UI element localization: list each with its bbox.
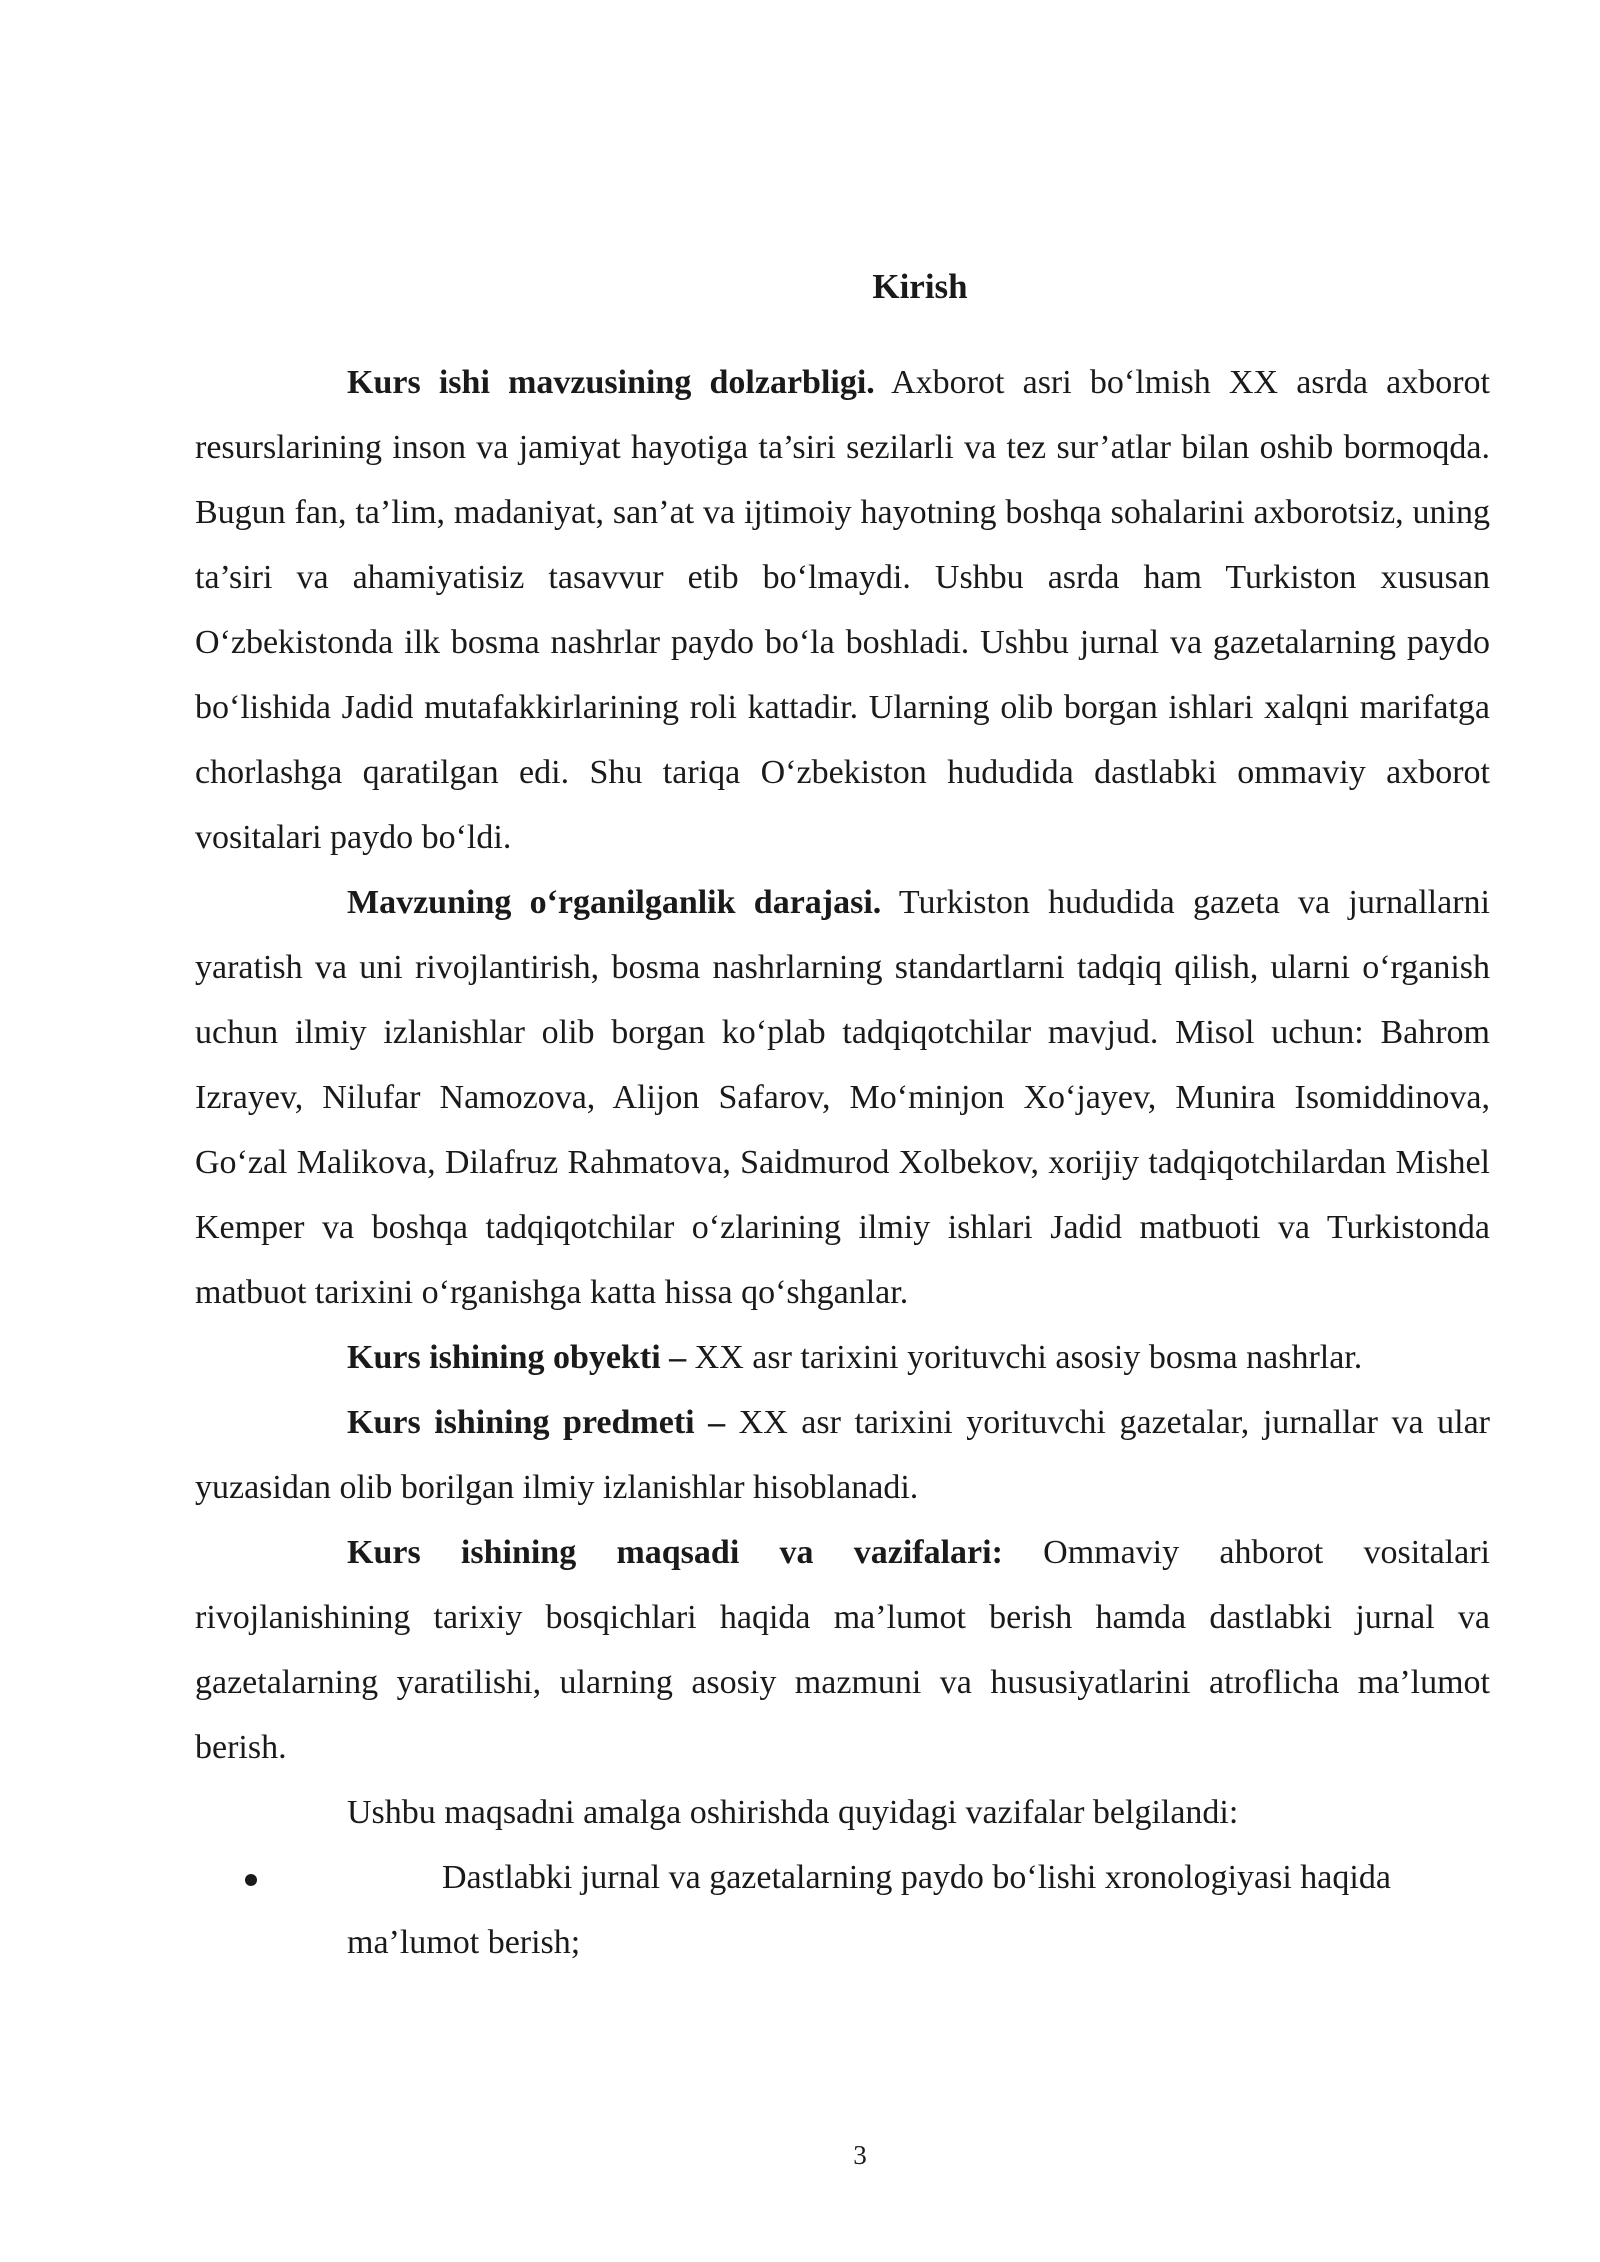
paragraph-text: Ushbu maqsadni amalga oshirishda quyidagi vazifalar belgilandi: (347, 1794, 1239, 1831)
paragraph-text: Axborot asri bo‘lmish XX asrda axborot resurslarining inson va jamiyat hayotiga ta’siri sezilarli va tez sur’atlar bilan oshib bormoqda. Bugun fan, ta’lim, madaniyat, san’at va ijtimoiy hayotning boshqa sohalarini axborotsiz, uning ta’siri va ahamiyatisiz tasavvur etib bo‘lmaydi. Ushbu asrda ham Turkiston xususan O‘zbekistonda ilk bosma nashrlar paydo bo‘la boshladi. Ushbu jurnal va gazetalarning paydo bo‘lishida Jadid mutafakkirlarining roli kattadir. Ularning olib borgan ishlari xalqni marifatga chorlashga qaratilgan edi. Shu tariqa O‘zbekiston hududida dastlabki ommaviy axborot vositalari paydo bo‘ldi. (195, 364, 1490, 856)
paragraph-relevance (195, 350, 1490, 870)
paragraph-lead: Kurs ishining predmeti – (347, 1404, 726, 1441)
paragraph-goals (195, 1520, 1490, 1780)
paragraph-lead: Kurs ishi mavzusining dolzarbligi. (347, 364, 875, 401)
paragraph-lead: Kurs ishining obyekti – (347, 1339, 687, 1376)
section-heading: Kirish (872, 267, 968, 306)
paragraph-text: XX asr tarixini yorituvchi asosiy bosma nashrlar. (686, 1339, 1363, 1376)
paragraph-object (195, 1325, 1490, 1390)
paragraph-lead: Mavzuning o‘rganilganlik darajasi. (347, 884, 882, 921)
document-body (195, 350, 1490, 1975)
paragraph-tasks-intro (195, 1780, 1490, 1845)
page-number: 3 (853, 2140, 867, 2170)
list-item (195, 1845, 1490, 1975)
paragraph-text: Turkiston hududida gazeta va jurnallarni yaratish va uni rivojlantirish, bosma nashrlarning standartlarni tadqiq qilish, ularni o‘rganish uchun ilmiy izlanishlar olib borgan ko‘plab tadqiqotchilar mavjud. Misol uchun: Bahrom Izrayev, Nilufar Namozova, Alijon Safarov, Mo‘minjon Xo‘jayev, Munira Isomiddinova, Go‘zal Malikova, Dilafruz Rahmatova, Saidmurod Xolbekov, xorijiy tadqiqotchilardan Mishel Kemper va boshqa tadqiqotchilar o‘zlarining ilmiy ishlari Jadid matbuoti va Turkistonda matbuot tarixini o‘rganishga katta hissa qo‘shganlar. (195, 884, 1490, 1311)
bullet-icon (245, 1874, 257, 1886)
list-item-text: Dastlabki jurnal va gazetalarning paydo bo‘lishi xronologiyasi haqida (442, 1859, 1391, 1896)
paragraph-lead: Kurs ishining maqsadi va vazifalari: (347, 1534, 1003, 1571)
paragraph-text: Ommaviy ahborot vositalari rivojlanishining tarixiy bosqichlari haqida ma’lumot berish hamda dastlabki jurnal va gazetalarning yaratilishi, ularning asosiy mazmuni va hususiyatlarini atroflicha ma’lumot berish. (195, 1534, 1490, 1766)
paragraph-study-degree (195, 870, 1490, 1325)
paragraph-text: XX asr tarixini yorituvchi gazetalar, jurnallar va ular yuzasidan olib borilgan ilmiy izlanishlar hisoblanadi. (195, 1404, 1491, 1506)
list-item-continuation: ma’lumot berish; (347, 1924, 581, 1961)
paragraph-subject (195, 1390, 1490, 1520)
